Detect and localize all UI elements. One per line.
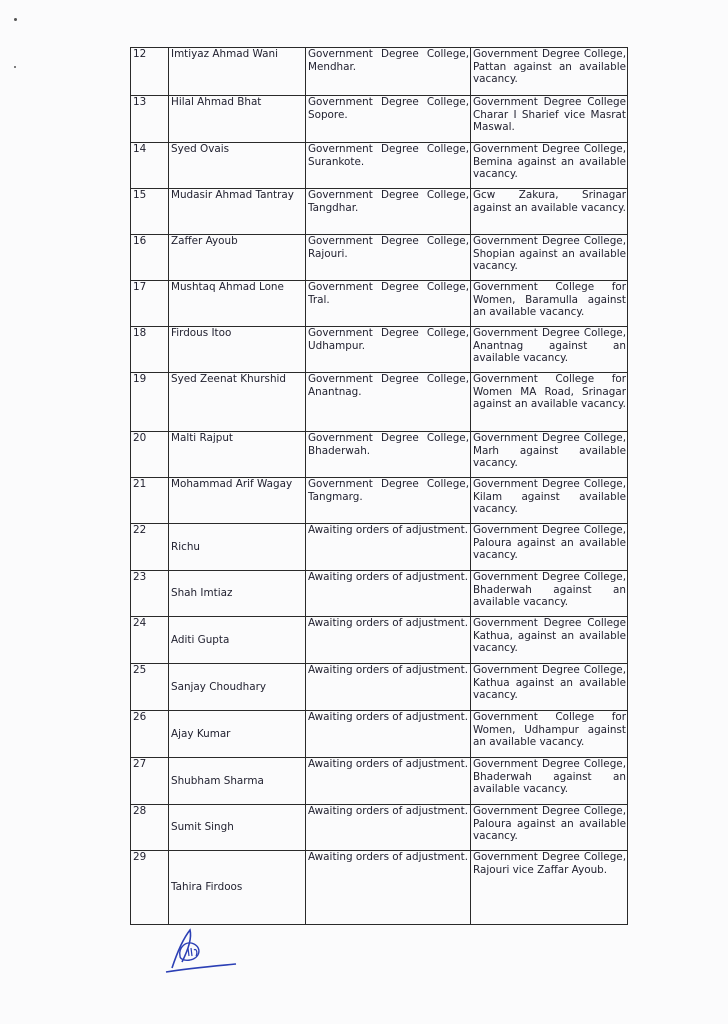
new-posting: Government Degree College, Anantnag against an available vacancy. [471, 327, 628, 373]
table-row [131, 851, 628, 925]
serial-number: 25 [131, 664, 169, 711]
serial-number: 18 [131, 327, 169, 373]
serial-number: 13 [131, 96, 169, 143]
serial-number: 26 [131, 711, 169, 758]
new-posting: Government College for Women, Udhampur against an available vacancy. [471, 711, 628, 758]
present-posting: Government Degree College, Surankote. [306, 143, 471, 189]
new-posting: Government Degree College, Marh against available vacancy. [471, 432, 628, 478]
present-posting: Government Degree College, Tangmarg. [306, 478, 471, 524]
employee-name: Zaffer Ayoub [169, 235, 306, 281]
table-row [131, 711, 628, 758]
present-posting: Government Degree College, Tral. [306, 281, 471, 327]
table-row [131, 805, 628, 851]
scan-speck [14, 18, 17, 21]
present-posting: Government Degree College, Sopore. [306, 96, 471, 143]
serial-number: 29 [131, 851, 169, 925]
present-posting: Awaiting orders of adjustment. [306, 711, 471, 758]
present-posting: Government Degree College, Udhampur. [306, 327, 471, 373]
new-posting: Government Degree College, Shopian against an available vacancy. [471, 235, 628, 281]
new-posting: Government Degree College, Kathua against an available vacancy. [471, 664, 628, 711]
employee-name: Syed Ovais [169, 143, 306, 189]
present-posting: Government Degree College, Anantnag. [306, 373, 471, 432]
new-posting: Government Degree College, Bemina against an available vacancy. [471, 143, 628, 189]
new-posting: Government Degree College, Pattan against an available vacancy. [471, 48, 628, 96]
employee-name: Syed Zeenat Khurshid [169, 373, 306, 432]
serial-number: 14 [131, 143, 169, 189]
new-posting: Government Degree College, Kilam against available vacancy. [471, 478, 628, 524]
new-posting: Government Degree College, Rajouri vice Zaffar Ayoub. [471, 851, 628, 925]
employee-name: Shubham Sharma [169, 758, 306, 805]
new-posting: Government College for Women MA Road, Srinagar against an available vacancy. [471, 373, 628, 432]
serial-number: 15 [131, 189, 169, 235]
serial-number: 16 [131, 235, 169, 281]
present-posting: Awaiting orders of adjustment. [306, 758, 471, 805]
present-posting: Government Degree College, Rajouri. [306, 235, 471, 281]
table-row [131, 327, 628, 373]
new-posting: Government Degree College, Bhaderwah against an available vacancy. [471, 571, 628, 617]
present-posting: Awaiting orders of adjustment. [306, 851, 471, 925]
present-posting: Awaiting orders of adjustment. [306, 664, 471, 711]
present-posting: Awaiting orders of adjustment. [306, 571, 471, 617]
table-row [131, 617, 628, 664]
new-posting: Government Degree College, Paloura against an available vacancy. [471, 805, 628, 851]
table-row [131, 96, 628, 143]
employee-name: Sumit Singh [169, 805, 306, 851]
new-posting: Gcw Zakura, Srinagar against an available vacancy. [471, 189, 628, 235]
table-row [131, 478, 628, 524]
new-posting: Government College for Women, Baramulla against an available vacancy. [471, 281, 628, 327]
employee-name: Ajay Kumar [169, 711, 306, 758]
table-row [131, 189, 628, 235]
table-row [131, 664, 628, 711]
employee-name: Firdous Itoo [169, 327, 306, 373]
serial-number: 21 [131, 478, 169, 524]
present-posting: Awaiting orders of adjustment. [306, 617, 471, 664]
employee-name: Hilal Ahmad Bhat [169, 96, 306, 143]
present-posting: Awaiting orders of adjustment. [306, 805, 471, 851]
serial-number: 28 [131, 805, 169, 851]
table-row [131, 235, 628, 281]
employee-name: Mudasir Ahmad Tantray [169, 189, 306, 235]
serial-number: 20 [131, 432, 169, 478]
employee-name: Richu [169, 524, 306, 571]
employee-name: Imtiyaz Ahmad Wani [169, 48, 306, 96]
employee-name: Sanjay Choudhary [169, 664, 306, 711]
new-posting: Government Degree College, Paloura against an available vacancy. [471, 524, 628, 571]
table-row [131, 281, 628, 327]
serial-number: 27 [131, 758, 169, 805]
serial-number: 22 [131, 524, 169, 571]
present-posting: Government Degree College, Tangdhar. [306, 189, 471, 235]
table-row [131, 524, 628, 571]
table-row [131, 432, 628, 478]
present-posting: Government Degree College, Mendhar. [306, 48, 471, 96]
posting-table-body [131, 48, 628, 925]
signature [160, 926, 240, 976]
serial-number: 24 [131, 617, 169, 664]
new-posting: Government Degree College Charar I Sharief vice Masrat Maswal. [471, 96, 628, 143]
new-posting: Government Degree College, Bhaderwah against an available vacancy. [471, 758, 628, 805]
table-row [131, 571, 628, 617]
posting-table [130, 47, 628, 925]
table-row [131, 373, 628, 432]
table-row [131, 758, 628, 805]
serial-number: 23 [131, 571, 169, 617]
employee-name: Mohammad Arif Wagay [169, 478, 306, 524]
scan-speck [14, 66, 16, 68]
table-row [131, 48, 628, 96]
employee-name: Aditi Gupta [169, 617, 306, 664]
employee-name: Tahira Firdoos [169, 851, 306, 925]
serial-number: 19 [131, 373, 169, 432]
employee-name: Shah Imtiaz [169, 571, 306, 617]
employee-name: Malti Rajput [169, 432, 306, 478]
employee-name: Mushtaq Ahmad Lone [169, 281, 306, 327]
present-posting: Government Degree College, Bhaderwah. [306, 432, 471, 478]
present-posting: Awaiting orders of adjustment. [306, 524, 471, 571]
new-posting: Government Degree College Kathua, against an available vacancy. [471, 617, 628, 664]
serial-number: 12 [131, 48, 169, 96]
table-row [131, 143, 628, 189]
serial-number: 17 [131, 281, 169, 327]
